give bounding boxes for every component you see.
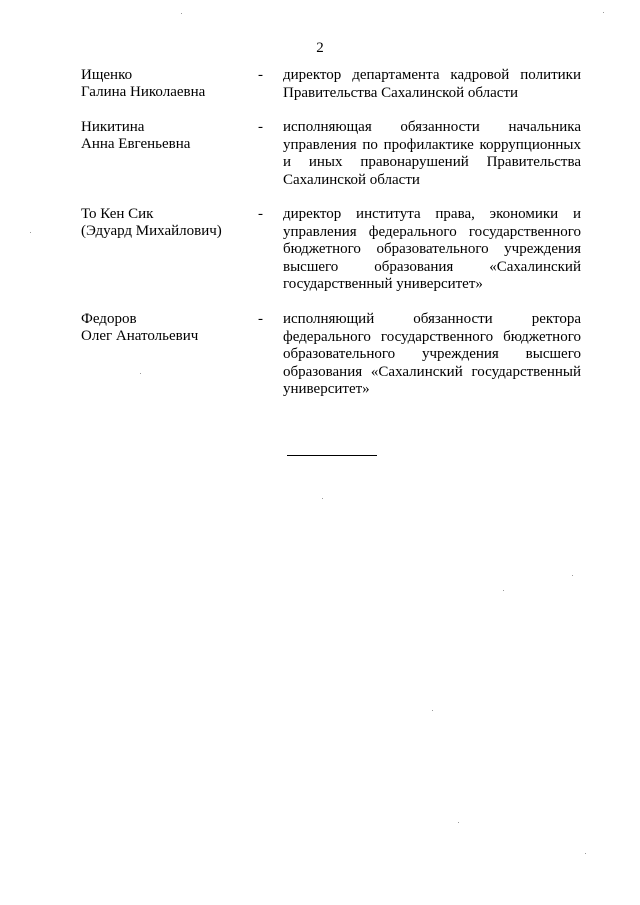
position-line: управления по профилактике коррупционных (283, 136, 581, 153)
member-surname: Ищенко (81, 67, 133, 83)
scan-speck (572, 575, 573, 576)
member-position (283, 119, 581, 189)
member-given-names: Олег Анатольевич (81, 328, 199, 344)
scan-speck (140, 373, 141, 374)
position-line: образования «Сахалинский государственный (283, 363, 581, 380)
position-line: Сахалинской области (283, 171, 420, 188)
member-surname: То Кен Сик (81, 206, 154, 222)
member-given-names: Галина Николаевна (81, 84, 206, 100)
end-of-list-rule (287, 455, 377, 456)
member-position (283, 311, 581, 399)
member-given-names: Анна Евгеньевна (81, 136, 191, 152)
entry-dash: - (258, 67, 263, 83)
position-line: университет» (283, 381, 370, 397)
scan-speck (603, 12, 604, 13)
position-line: бюджетного образовательного учреждения (283, 241, 581, 257)
member-surname: Никитина (81, 119, 145, 135)
scan-speck (322, 498, 323, 499)
entry-dash: - (258, 206, 263, 222)
member-position (283, 67, 581, 102)
page-number: 2 (316, 40, 324, 56)
member-name (81, 206, 251, 240)
position-line: и иных правонарушений Правительства (283, 154, 581, 170)
scan-speck (30, 232, 31, 233)
position-line: государственный университет» (283, 276, 483, 292)
member-given-names: (Эдуард Михайлович) (81, 223, 222, 239)
position-line: директор института права, экономики и (283, 206, 581, 222)
member-surname: Федоров (81, 311, 137, 327)
scan-speck (432, 710, 433, 711)
position-line: исполняющая обязанности начальника (283, 119, 581, 135)
scan-speck (458, 822, 459, 823)
member-name (81, 311, 251, 345)
scan-speck (585, 853, 586, 854)
position-line: Правительства Сахалинской области (283, 84, 519, 101)
entry-dash: - (258, 119, 263, 135)
position-line: федерального государственного бюджетного (283, 328, 581, 345)
member-position (283, 206, 581, 294)
entry-dash: - (258, 311, 263, 327)
position-line: высшего образования «Сахалинский (283, 258, 581, 275)
scan-speck (181, 13, 182, 14)
member-name (81, 67, 251, 101)
member-name (81, 119, 251, 153)
scan-speck (503, 590, 504, 591)
position-line: исполняющий обязанности ректора (283, 311, 581, 327)
position-line: директор департамента кадровой политики (283, 67, 581, 83)
position-line: управления федерального государственного (283, 223, 581, 240)
position-line: образовательного учреждения высшего (283, 346, 581, 362)
